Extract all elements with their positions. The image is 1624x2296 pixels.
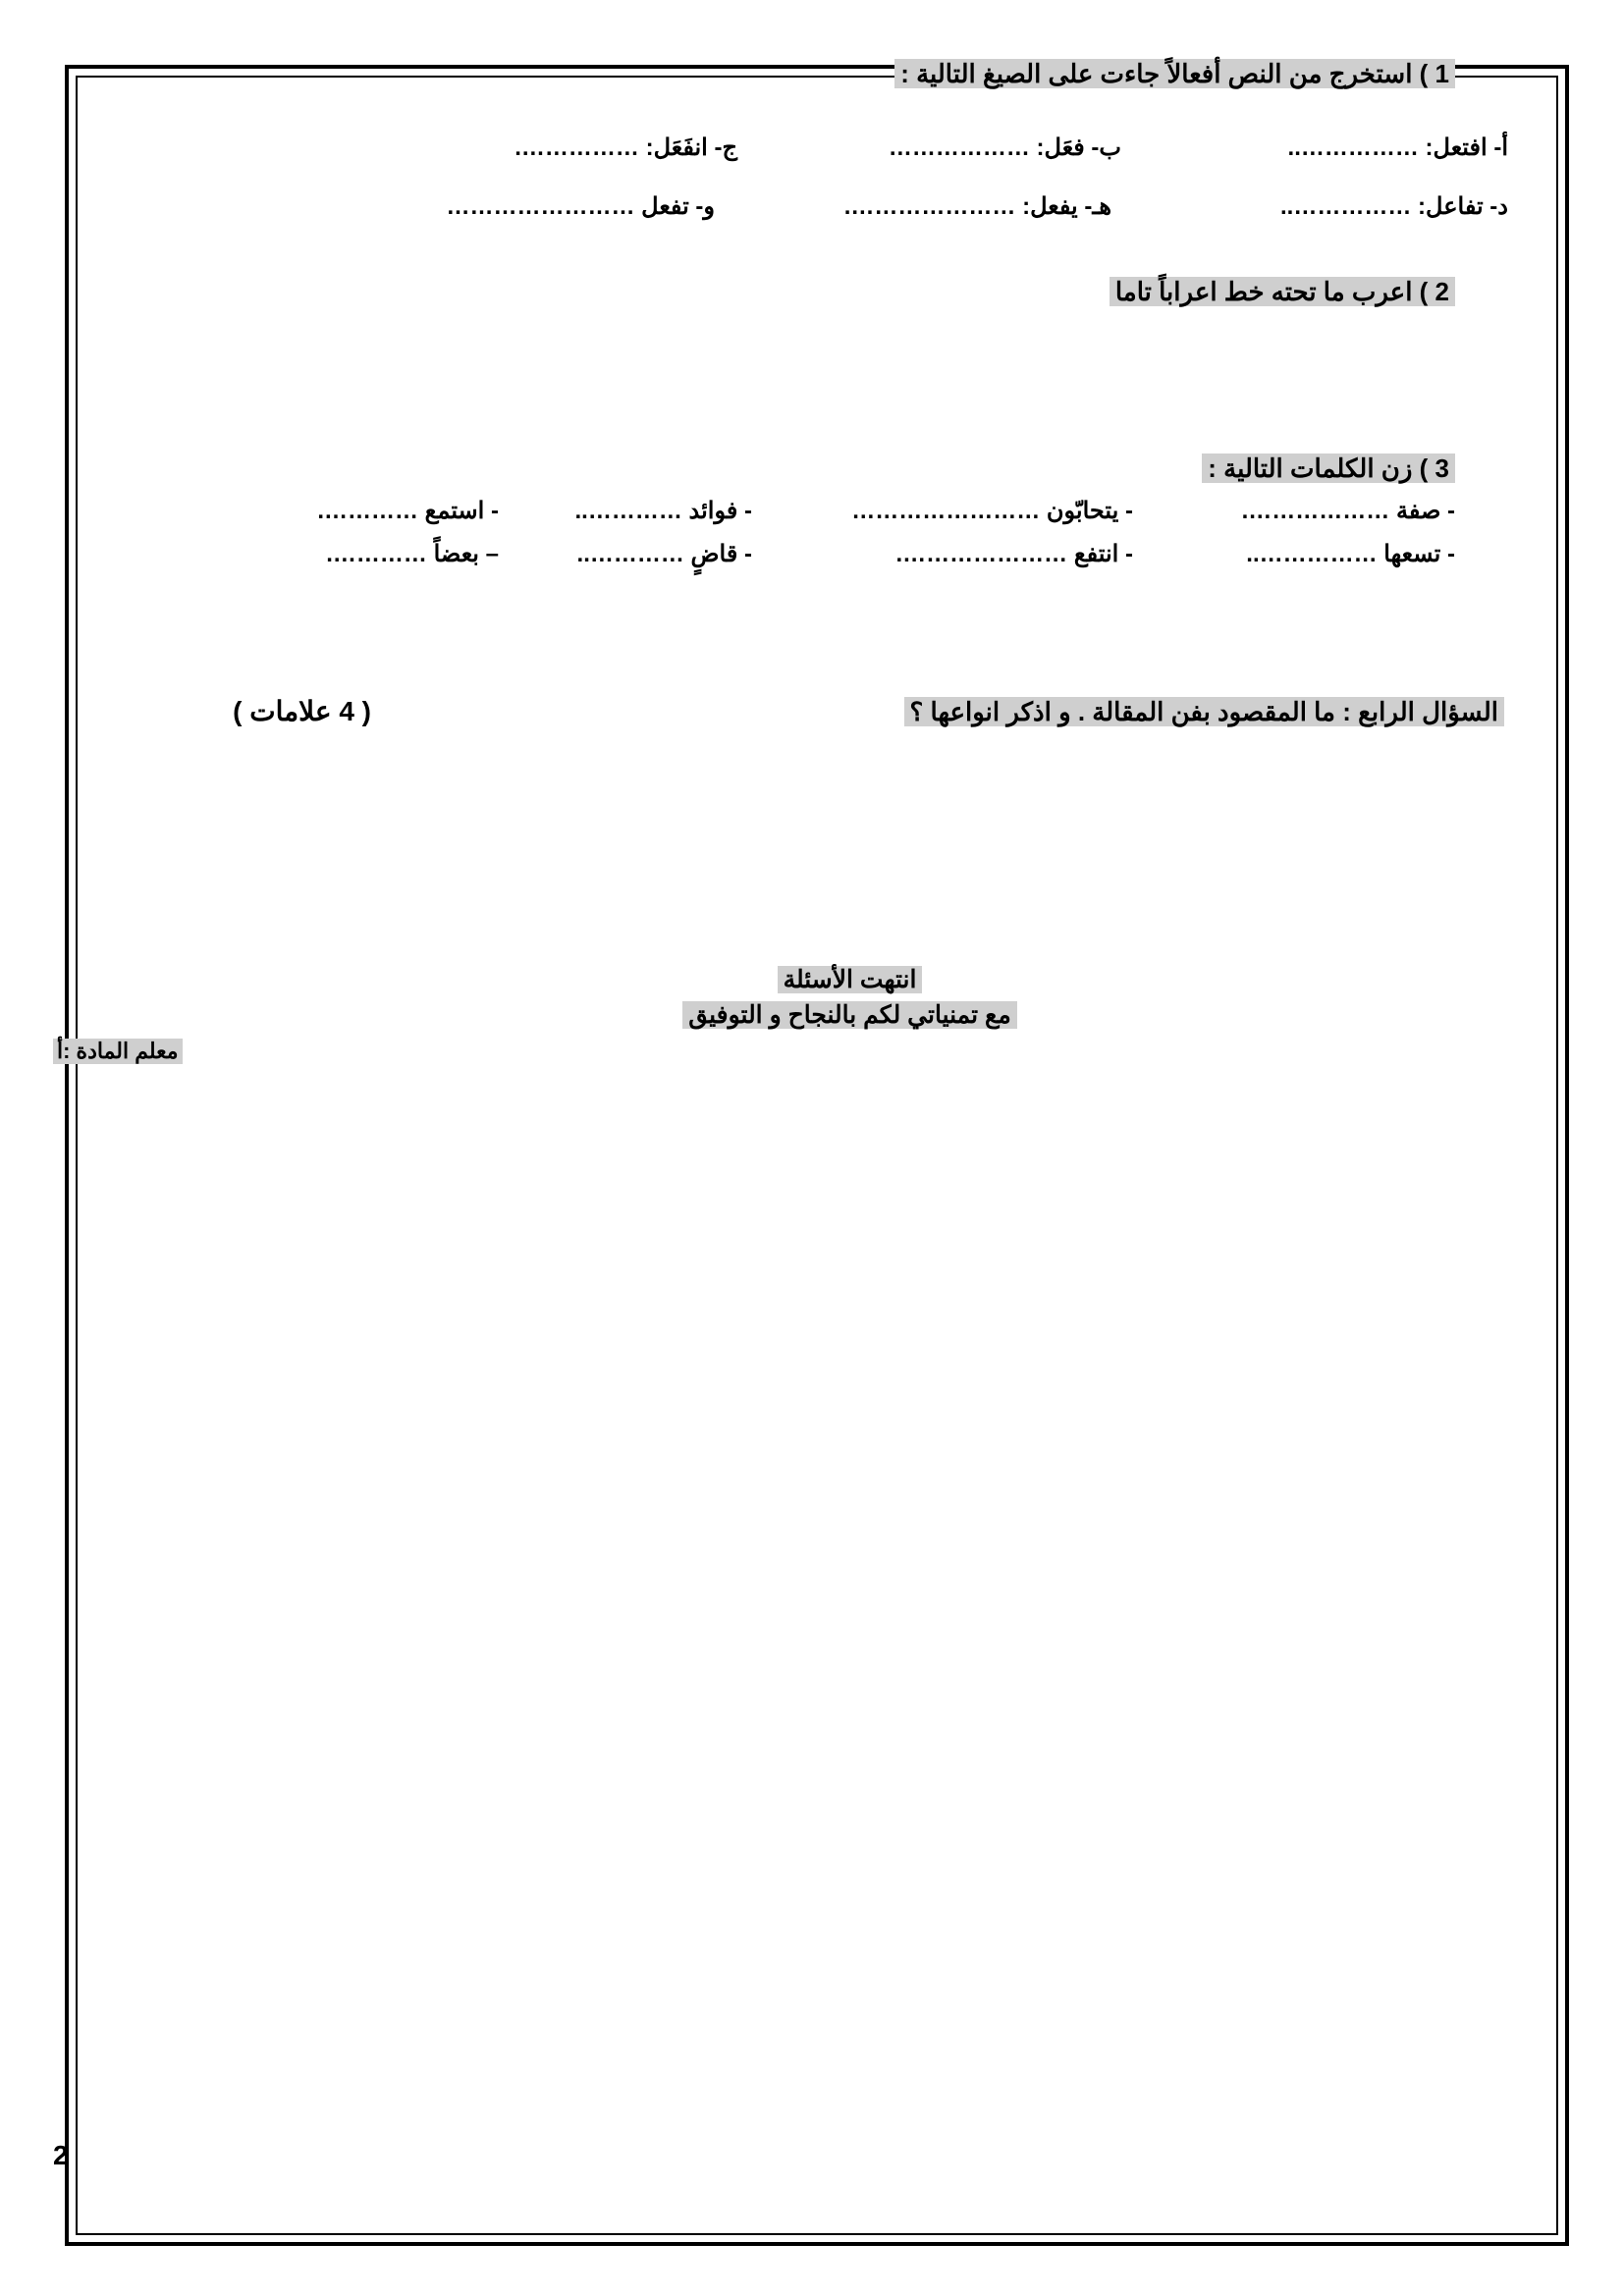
question-2-title	[1110, 277, 1455, 307]
closing-line-2	[0, 997, 1624, 1033]
question-3-title-text: 3 ) زن الكلمات التالية :	[1202, 454, 1455, 483]
question-1-title	[894, 59, 1455, 89]
question-4-title-text: السؤال الرابع : ما المقصود بفن المقالة . و اذكر انواعها ؟	[904, 697, 1504, 726]
q3-word-badan: – بعضاً ………….	[326, 541, 499, 567]
q1-item-a: أ- افتعل: ……………..	[1287, 134, 1508, 161]
question-4-marks: ( 4 علامات )	[233, 696, 371, 726]
q3-word-sifa: - صفة ……………….	[1241, 498, 1455, 524]
q1-item-f: و- تفعل ……………………	[446, 193, 715, 220]
q3-word-intafaa: - انتفع ………………….	[895, 541, 1133, 567]
question-1-title-text: 1 ) استخرج من النص أفعالاً جاءت على الصيغ التالية :	[894, 59, 1455, 88]
closing-block	[0, 962, 1624, 1033]
q3-word-istamaa: - استمع ………….	[317, 498, 499, 524]
q3-word-yatahabbun: - يتحابّون ……………………	[851, 498, 1133, 524]
question-3-title	[1202, 454, 1455, 484]
q1-item-b: ب- فعَل: ………………	[888, 134, 1121, 161]
q1-item-e: هـ- يفعل: ………………….	[843, 193, 1111, 220]
closing-line-2-text: مع تمنياتي لكم بالنجاح و التوفيق	[682, 1001, 1016, 1029]
q1-item-d: د- تفاعل: ……………..	[1280, 193, 1508, 220]
page-number: 2	[53, 2140, 69, 2170]
question-4-title	[904, 697, 1504, 727]
question-2-title-text: 2 ) اعرب ما تحته خط اعراباً تاما	[1110, 277, 1455, 306]
q1-item-c: ج- انفَعَل: …………….	[514, 134, 737, 161]
q3-word-tasaaha: - تسعها ……………..	[1246, 541, 1455, 567]
q3-word-fawaid: - فوائد …………..	[574, 498, 752, 524]
closing-line-1	[0, 962, 1624, 997]
closing-line-1-text: انتهت الأسئلة	[778, 966, 923, 993]
q3-word-qadin: - قاضٍ …………..	[576, 541, 752, 567]
teacher-label: معلم المادة :أ	[53, 1039, 183, 1064]
page-border-inner	[76, 76, 1558, 2235]
